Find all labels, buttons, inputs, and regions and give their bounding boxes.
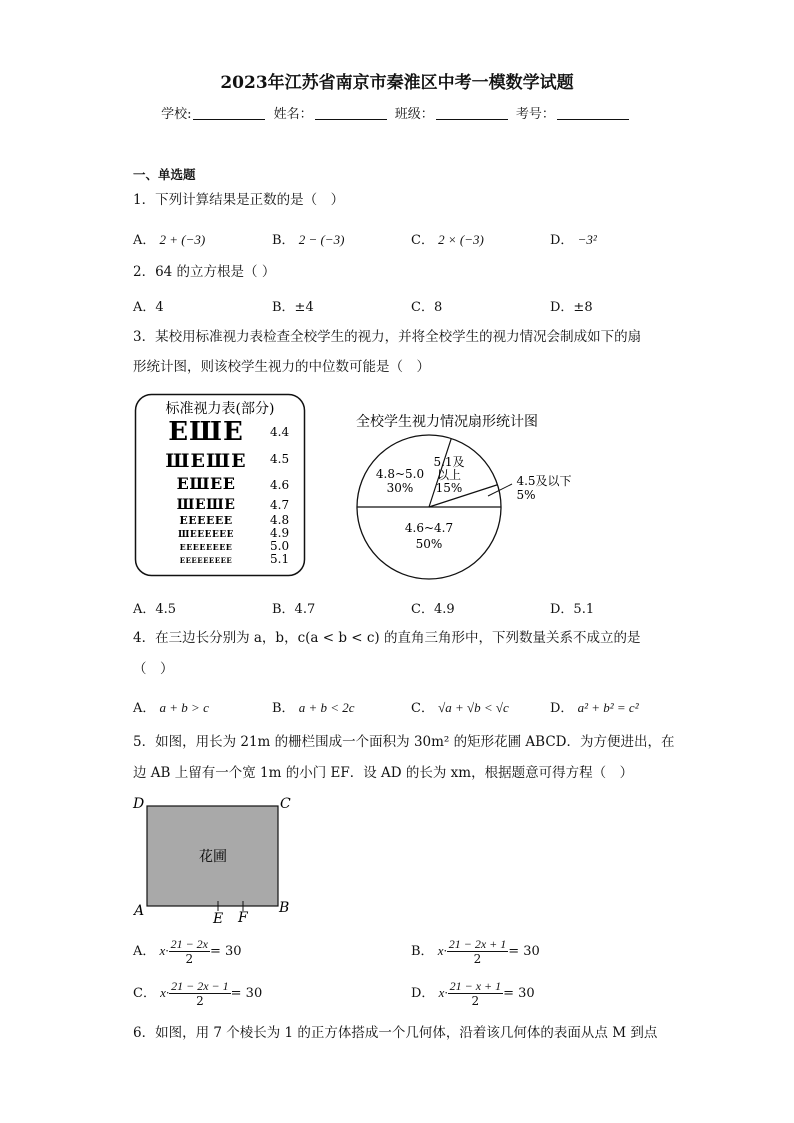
option-label: D． bbox=[550, 701, 574, 716]
eye-chart-symbols: ШЕШЕ bbox=[165, 450, 247, 472]
q2-option-c[interactable]: C．8 bbox=[411, 300, 443, 315]
fraction bbox=[448, 979, 504, 1008]
fraction bbox=[169, 937, 210, 966]
number-label: 考号： bbox=[515, 107, 555, 122]
q2-option-a[interactable]: A．4 bbox=[133, 300, 164, 315]
eye-chart-value: 4.6 bbox=[270, 478, 290, 492]
pie-chart-title: 全校学生视力情况扇形统计图 bbox=[356, 414, 538, 430]
point-c: C bbox=[280, 796, 291, 812]
q1-stem: 1．下列计算结果是正数的是（ ） bbox=[133, 192, 345, 208]
q1-expr-b: 2 − (−3) bbox=[298, 232, 345, 247]
q1-expr-c: 2 × (−3) bbox=[438, 232, 484, 247]
q5-option-d[interactable] bbox=[411, 979, 535, 1008]
q6-stem-line1: 6．如图，用 7 个棱长为 1 的正方体搭成一个几何体，沿着该几何体的表面从点 M 到点 bbox=[133, 1025, 658, 1041]
eq-x: x· bbox=[438, 985, 448, 1000]
q4-expr-b: a + b < 2c bbox=[298, 700, 355, 715]
numerator: 21 − 2x − 1 bbox=[171, 979, 229, 993]
q5-option-c[interactable] bbox=[133, 979, 262, 1008]
q1-expr-a: 2 + (−3) bbox=[159, 232, 206, 247]
slice-label-4.8-5.0: 4.8~5.0 bbox=[375, 467, 425, 481]
school-blank[interactable] bbox=[193, 107, 265, 120]
eq-rhs: = 30 bbox=[210, 944, 242, 959]
page-title: 2023年江苏省南京市秦淮区中考一模数学试题 bbox=[220, 73, 574, 93]
option-label: A． bbox=[133, 944, 156, 959]
option-label: D． bbox=[550, 233, 574, 248]
eq-rhs: = 30 bbox=[508, 944, 540, 959]
eye-chart-symbols: ЕЕЕЕЕЕЕЕЕ bbox=[179, 556, 233, 565]
q1-option-b[interactable] bbox=[272, 229, 344, 248]
q3-stem-line1: 3．某校用标准视力表检查全校学生的视力，并将全校学生的视力情况会制成如下的扇 bbox=[133, 329, 642, 345]
fraction bbox=[169, 979, 231, 1008]
point-d: D bbox=[133, 796, 145, 812]
q4-option-c[interactable] bbox=[411, 697, 509, 716]
numerator: 21 − x + 1 bbox=[449, 979, 502, 993]
numerator: 21 − 2x bbox=[170, 937, 208, 951]
point-a: A bbox=[134, 903, 145, 919]
slice-label-5.1-line1: 5.1及 bbox=[433, 455, 465, 469]
eye-chart-value: 4.4 bbox=[270, 425, 290, 439]
q2-option-d[interactable]: D．±8 bbox=[550, 300, 593, 315]
denominator: 2 bbox=[185, 952, 194, 966]
q2-stem: 2．64 的立方根是（ ） bbox=[133, 264, 276, 280]
q4-expr-a: a + b > c bbox=[159, 700, 209, 715]
slice-pct-4.5: 5% bbox=[516, 488, 536, 502]
option-label: B． bbox=[272, 701, 295, 716]
eye-chart-value: 5.1 bbox=[270, 552, 290, 566]
eye-chart-title: 标准视力表(部分) bbox=[165, 401, 275, 417]
number-blank[interactable] bbox=[557, 107, 629, 120]
fraction bbox=[447, 937, 509, 966]
option-label: A． bbox=[133, 701, 156, 716]
q4-option-a[interactable] bbox=[133, 697, 209, 716]
q5-option-b[interactable] bbox=[411, 937, 540, 966]
q3-option-d[interactable]: D．5.1 bbox=[550, 602, 595, 617]
q1-expr-d: −3² bbox=[577, 232, 597, 247]
point-e: E bbox=[213, 911, 224, 927]
eye-chart-symbols: ЕЕЕЕЕЕЕЕ bbox=[179, 542, 233, 552]
slice-pct-4.8-5.0: 30% bbox=[386, 481, 414, 495]
q1-option-c[interactable] bbox=[411, 229, 484, 248]
option-label: C． bbox=[411, 701, 434, 716]
garden-label: 花圃 bbox=[199, 849, 227, 865]
eq-rhs: = 30 bbox=[230, 986, 263, 1001]
slice-pct-4.6-4.7: 50% bbox=[415, 537, 443, 551]
q2-option-b[interactable]: B．±4 bbox=[272, 300, 314, 315]
eq-rhs: = 30 bbox=[503, 986, 535, 1001]
slice-pct-5.1: 15% bbox=[435, 481, 463, 495]
q4-stem-line1: 4．在三边长分别为 a，b，c(a < b < c) 的直角三角形中，下列数量关系不成立的是 bbox=[133, 630, 641, 646]
option-label: C． bbox=[411, 233, 434, 248]
eye-chart-value: 4.7 bbox=[270, 498, 290, 512]
option-label: C． bbox=[133, 986, 156, 1001]
q5-stem-line2: 边 AB 上留有一个宽 1m 的小门 EF．设 AD 的长为 xm，根据题意可得方程（ ） bbox=[133, 765, 634, 781]
option-label: D． bbox=[411, 986, 435, 1001]
slice-label-4.6-4.7: 4.6~4.7 bbox=[404, 521, 454, 535]
school-label: 学校: bbox=[161, 107, 192, 122]
class-blank[interactable] bbox=[436, 107, 508, 120]
q4-expr-c: √a + √b < √c bbox=[438, 700, 509, 715]
q3-option-a[interactable]: A．4.5 bbox=[133, 602, 177, 617]
eye-chart-value: 4.8 bbox=[270, 513, 290, 527]
denominator: 2 bbox=[196, 994, 204, 1008]
eq-x: x· bbox=[159, 943, 169, 958]
name-label: 姓名： bbox=[273, 107, 313, 122]
class-label: 班级： bbox=[394, 107, 434, 122]
eye-chart-symbols: ЕЕЕЕЕЕ bbox=[179, 514, 233, 527]
point-b: B bbox=[279, 900, 290, 916]
eye-chart-symbols: ШЕШЕ bbox=[176, 497, 236, 513]
q4-option-d[interactable] bbox=[550, 697, 639, 716]
q4-stem-line2: （ ） bbox=[133, 661, 174, 677]
slice-label-4.5: 4.5及以下 bbox=[516, 474, 572, 488]
q1-option-a[interactable] bbox=[133, 229, 205, 248]
pie-chart-figure bbox=[340, 408, 590, 580]
q3-stem-line2: 形统计图，则该校学生视力的中位数可能是（ ） bbox=[133, 359, 430, 375]
option-label: B． bbox=[411, 944, 434, 959]
point-f: F bbox=[238, 910, 248, 926]
option-label: B． bbox=[272, 233, 295, 248]
q4-expr-d: a² + b² = c² bbox=[577, 700, 639, 715]
eye-chart-symbols: ШЕЕЕЕЕЕ bbox=[177, 530, 235, 540]
slice-label-5.1-line2: 以上 bbox=[436, 468, 462, 482]
denominator: 2 bbox=[471, 994, 480, 1008]
q5-option-a[interactable] bbox=[133, 937, 242, 966]
eye-chart-value: 4.9 bbox=[270, 526, 290, 540]
eq-x: x· bbox=[437, 943, 447, 958]
option-label: A． bbox=[133, 233, 156, 248]
eye-chart-symbols: ЕШЕЕ bbox=[176, 474, 236, 493]
q3-option-c[interactable]: C．4.9 bbox=[411, 602, 455, 617]
section-heading: 一、单选题 bbox=[133, 167, 196, 182]
q4-option-b[interactable] bbox=[272, 697, 355, 716]
student-info bbox=[0, 103, 794, 122]
q1-option-d[interactable] bbox=[550, 229, 597, 248]
eye-chart-value: 5.0 bbox=[270, 539, 290, 553]
q5-stem-line1: 5．如图，用长为 21m 的栅栏围成一个面积为 30m² 的矩形花圃 ABCD．为方便进出，在 bbox=[133, 734, 675, 750]
garden-figure bbox=[130, 792, 300, 927]
eye-chart-rows bbox=[165, 417, 289, 566]
q3-option-b[interactable]: B．4.7 bbox=[272, 602, 316, 617]
eye-chart-figure bbox=[134, 393, 306, 577]
name-blank[interactable] bbox=[315, 107, 387, 120]
eye-chart-symbols: ЕШЕ bbox=[168, 417, 244, 447]
eq-x: x· bbox=[160, 985, 170, 1000]
eye-chart-value: 4.5 bbox=[270, 452, 290, 466]
denominator: 2 bbox=[473, 952, 482, 966]
numerator: 21 − 2x + 1 bbox=[448, 937, 507, 951]
